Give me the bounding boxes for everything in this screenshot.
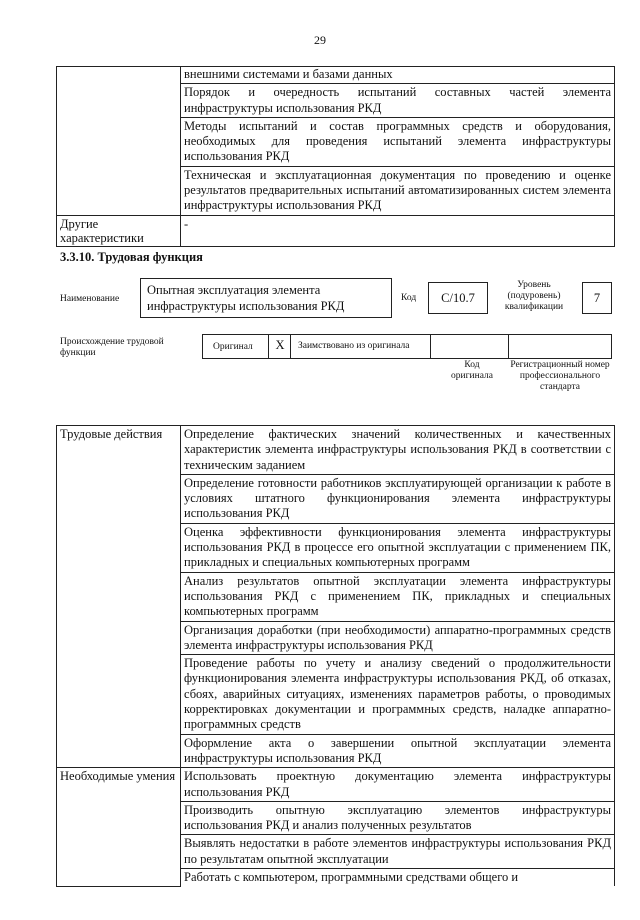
labor-action-3: Анализ результатов опытной эксплуатации элемента инфраструктуры использования РКД с применением ПК, прикладных и специальных компьютерных программ [181,572,615,621]
skill-2: Выявлять недостатки в работе элементов инфраструктуры использования РКД по результатам опытной эксплуатации [181,835,615,869]
function-code-box: C/10.7 [428,282,488,314]
top-table [56,66,615,247]
empty-label-cell [57,67,181,216]
name-label: Наименование [60,294,120,304]
code-original-caption: Код оригинала [451,360,493,381]
other-characteristics-value: - [181,215,615,246]
table-row [57,426,615,475]
labor-action-5: Проведение работы по учету и анализу сведений о продолжительности функционирования элемента инфраструктуры использования РКД, об отказах, сбоях, аварийных ситуациях, изменениях параметров работы, о проводимых корректировках документации и программных средств, наладке аппаратно-программных средств [181,655,615,734]
skill-3: Работать с компьютером, программными средствами общего и [181,869,615,887]
top-row-text-1: Порядок и очередность испытаний составных частей элемента инфраструктуры использования РКД [181,84,615,118]
function-name-box: Опытная эксплуатация элемента инфраструктуры использования РКД [140,278,392,318]
borrowed-label: Заимствовано из оригинала [298,341,410,351]
table-row [57,215,615,246]
labor-action-0: Определение фактических значений количественных и качественных характеристик элемента инфраструктуры использования РКД в соответствии с техническим заданием [181,426,615,475]
origin-divider-4 [508,334,509,359]
original-label: Оригинал [213,342,253,352]
top-row-text-2: Методы испытаний и состав программных средств и оборудования, необходимых для проведения испытаний элемента инфраструктуры использования РКД [181,117,615,166]
top-row-text-0: внешними системами и базами данных [181,67,615,84]
page-number: 29 [314,33,326,47]
origin-divider-1 [268,334,269,359]
skill-0: Использовать проектную документацию элемента инфраструктуры использования РКД [181,768,615,802]
table-row [57,768,615,802]
top-row-text-3: Техническая и эксплуатационная документация по проведению и оценке результатов предварительных испытаний автоматизированных систем элемента инфраструктуры использования РКД [181,166,615,215]
original-mark: X [275,338,285,352]
section-title: 3.3.10. Трудовая функция [60,250,203,264]
labor-action-6: Оформление акта о завершении опытной эксплуатации элемента инфраструктуры использования РКД [181,734,615,768]
labor-action-1: Определение готовности работников эксплуатирующей организации к работе в условиях штатного функционирования элемента инфраструктуры использования РКД [181,474,615,523]
skill-1: Производить опытную эксплуатацию элементов инфраструктуры использования РКД и анализ полученных результатов [181,801,615,835]
origin-divider-3 [430,334,431,359]
other-characteristics-label: Другие характеристики [57,215,181,246]
level-value-box: 7 [582,282,612,314]
origin-label: Происхождение трудовой функции [60,337,164,358]
level-label: Уровень (подуровень) квалификации [504,280,564,312]
labor-action-4: Организация доработки (при необходимости) аппаратно-программных средств элемента инфраструктуры использования РКД [181,621,615,655]
table-row [57,67,615,84]
labor-actions-label: Трудовые действия [57,426,181,768]
origin-divider-2 [290,334,291,359]
code-label: Код [401,293,417,303]
labor-action-2: Оценка эффективности функционирования элемента инфраструктуры использования РКД в процессе его опытной эксплуатации с применением ПК, прикладных и специальных компьютерных программ [181,523,615,572]
skills-label: Необходимые умения [57,768,181,887]
main-table [56,425,615,887]
registration-caption: Регистрационный номер профессионального стандарта [510,360,610,392]
